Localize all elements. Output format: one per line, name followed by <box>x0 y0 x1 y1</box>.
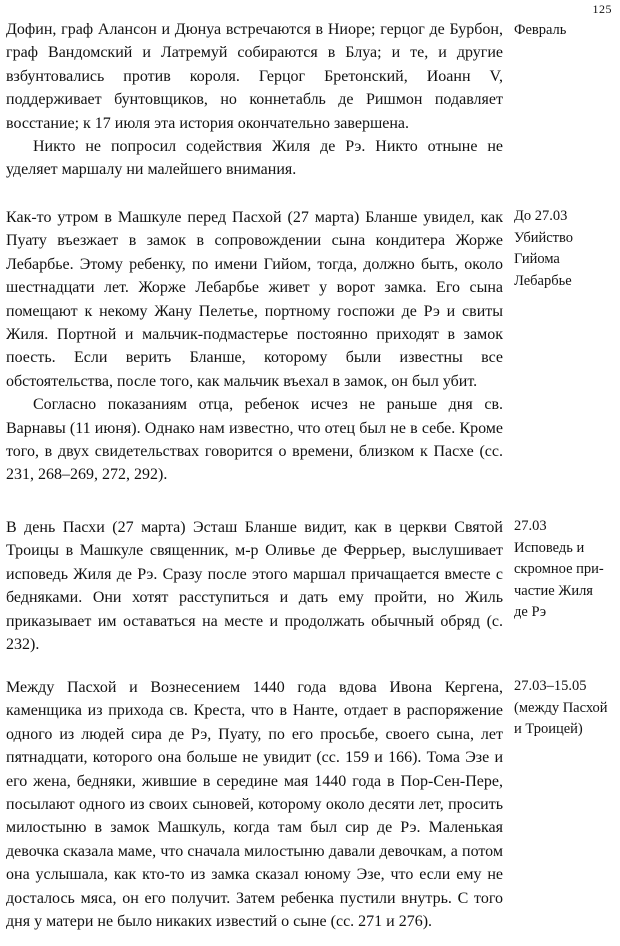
margin-note-line: 27.03 <box>514 518 547 534</box>
margin-note-line: частие Жиля <box>514 582 593 599</box>
text-block-2 <box>6 206 503 487</box>
margin-note-line: Убийство <box>514 229 574 246</box>
paragraph: Между Пасхой и Вознесением 1440 года вдова Ивона Кергена, каменщика из прихода св. Креста, что в Нанте, отдает в распоряжение одного из людей сира де Рэ, Пуату, по его просьбе, своего сына, лет пятнадцати, которого она больше не увидит (сс. 159 и 166). Тома Эзе и его жена, бедняки, жившие в середине мая 1440 года в Пор-Сен-Пере, посылают одного из своих сыновей, которому около десяти лет, просить милостыню в замок Машкуль, когда там был сир де Рэ. Маленькая девочка сказала маме, что сначала милостыню давали девочкам, а потом она услышала, как кто-то из замка сказал юному Эзе, что если ему не досталось мяса, он его получит. Затем ребенка пустили внутрь. С того дня у матери не было никаких известий о сыне (сс. 271 и 276). <box>6 679 503 931</box>
paragraph: Как-то утром в Машкуле перед Пасхой (27 марта) Бланше увидел, как Пуату въезжает в замок в сопровождении сына кондитера Жорже Лебарбье. Этому ребенку, по имени Гийом, тогда, должно быть, около шестнадцати лет. Жорже Лебарбье живет у ворот замка. Его сына помещают к некому Жану Пелетье, портному госпожи де Рэ и свиты Жиля. Портной и мальчик-подмастерье постоянно приходят в замок поесть. Если верить Бланше, которому были известны все обстоятельства, после того, как мальчик въехал в замок, он был убит. <box>6 209 503 390</box>
margin-note-line: Лебарбье <box>514 272 572 289</box>
paragraph: В день Пасхи (27 марта) Эсташ Бланше видит, как в церкви Святой Троицы в Машкуле священник, м-р Оливье де Феррьер, выслушивает исповедь Жиля де Рэ. Сразу после этого маршал причащается вместе с бедняками. Они хотят расступиться и дать ему пройти, но Жиль приказывает им оставаться на месте и продолжать обычный обряд (с. 232). <box>6 519 503 654</box>
margin-note-4 <box>514 676 614 741</box>
paragraph: Никто не попросил содействия Жиля де Рэ. Никто отныне не уделяет маршалу ни малейшего внимания. <box>6 138 503 179</box>
paragraph: Согласно показаниям отца, ребенок исчез не раньше дня св. Варнавы (11 июня). Однако нам известно, что отец был не в себе. Кроме того, в двух свидетельствах говорится о времени, близком к Пасхе (сс. 231, 268–269, 272, 292). <box>6 396 503 484</box>
margin-note-2 <box>514 206 614 292</box>
margin-note-line: де Рэ <box>514 604 547 620</box>
text-block-4 <box>6 676 503 933</box>
text-block-1 <box>6 18 503 182</box>
margin-note-line: и Троицей) <box>514 721 583 737</box>
margin-note-line: 27.03–15.05 <box>514 678 587 694</box>
margin-note-1 <box>514 20 614 42</box>
text-block-3 <box>6 516 503 656</box>
margin-note-line: Исповедь и <box>514 539 585 556</box>
margin-note-3 <box>514 516 614 624</box>
margin-note-line: Гийома <box>514 251 560 267</box>
margin-note-line: До 27.03 <box>514 208 568 224</box>
margin-note-line: Февраль <box>514 22 567 38</box>
paragraph: Дофин, граф Алансон и Дюнуа встречаются в Ниоре; герцог де Бурбон, граф Вандомский и Латремуй собираются в Блуа; и те, и другие взбунтовались против короля. Герцог Бретонский, Иоанн V, поддерживает бунтовщиков, но коннетабль де Ришмон подавляет восстание; к 17 июля эта история окончательно завершена. <box>6 21 503 132</box>
margin-note-line: скромное при- <box>514 561 604 577</box>
margin-note-line: (между Пасхой <box>514 699 608 716</box>
page-number: 125 <box>592 2 612 16</box>
